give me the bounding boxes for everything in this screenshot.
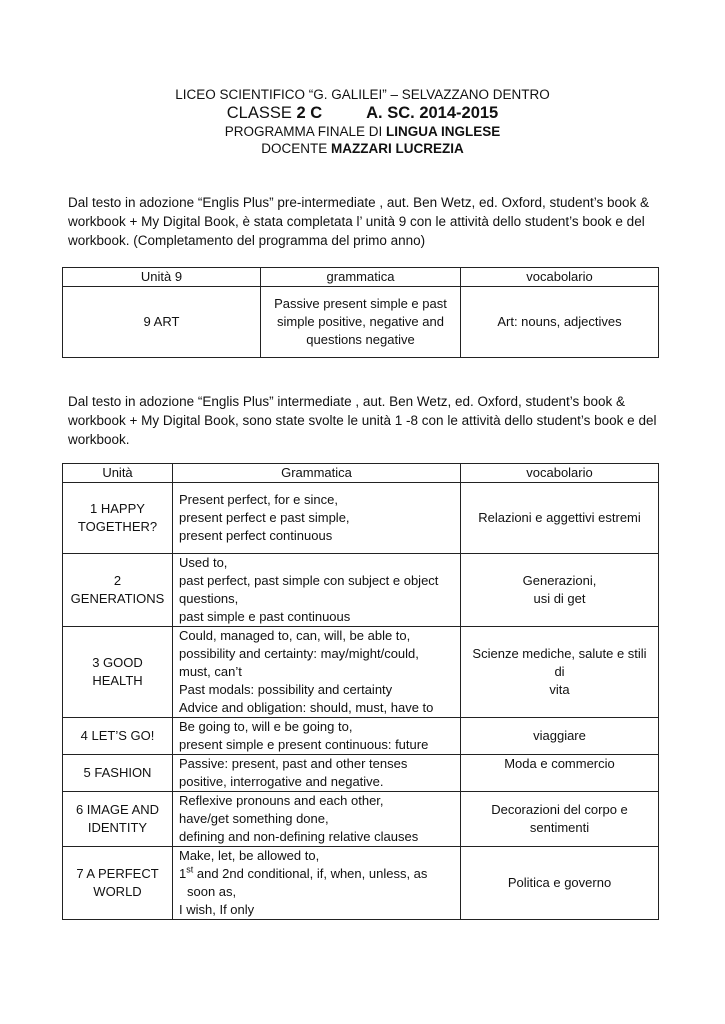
table-row	[63, 792, 659, 847]
unit-cell: 9 ART	[63, 287, 261, 358]
unit-cell: 1 HAPPY TOGETHER?	[63, 483, 173, 554]
column-header: Unità	[63, 464, 173, 483]
program-line	[0, 123, 725, 140]
vocab-cell: Decorazioni del corpo e sentimenti	[461, 792, 659, 847]
table-header-row	[63, 464, 659, 483]
unit-cell: 4 LET’S GO!	[63, 718, 173, 755]
class-line	[0, 103, 725, 123]
document-header	[0, 86, 725, 157]
class-label: CLASSE	[226, 104, 297, 122]
unit-cell: 2 GENERATIONS	[63, 554, 173, 627]
grammar-cell: Could, managed to, can, will, be able to, possibility and certainty: may/might/could, must, can’t Past modals: possibility and certainty Advice and obligation: should, must, have to	[173, 627, 461, 718]
table-row	[63, 718, 659, 755]
program-label: PROGRAMMA FINALE DI	[224, 124, 386, 139]
intro-paragraph-1: Dal testo in adozione “Englis Plus” pre-intermediate , aut. Ben Wetz, ed. Oxford, student’s book & workbook + My Digital Book, è stata completata l’ unità 9 con le attività dello student’s book e del workbook. (Completamento del programma del primo anno)	[68, 195, 650, 248]
table-row	[63, 554, 659, 627]
grammar-cell: Be going to, will e be going to, present simple e present continuous: future	[173, 718, 461, 755]
unit-cell: 5 FASHION	[63, 755, 173, 792]
vocab-cell: Politica e governo	[461, 847, 659, 920]
vocab-cell: Generazioni, usi di get	[461, 554, 659, 627]
column-header: grammatica	[261, 268, 461, 287]
column-header: vocabolario	[461, 464, 659, 483]
vocab-cell: viaggiare	[461, 718, 659, 755]
table-row	[63, 483, 659, 554]
table-row	[63, 627, 659, 718]
teacher-label: DOCENTE	[261, 141, 332, 156]
units-table	[62, 463, 659, 920]
column-header: vocabolario	[461, 268, 659, 287]
vocab-cell: Moda e commercio	[461, 755, 659, 792]
grammar-cell: Passive: present, past and other tenses positive, interrogative and negative.	[173, 755, 461, 792]
vocab-cell: Art: nouns, adjectives	[461, 287, 659, 358]
unit-cell: 3 GOOD HEALTH	[63, 627, 173, 718]
grammar-cell: Present perfect, for e since, present perfect e past simple, present perfect continuous	[173, 483, 461, 554]
class-value: 2 C	[296, 104, 323, 122]
column-header: Grammatica	[173, 464, 461, 483]
school-name: LICEO SCIENTIFICO “G. GALILEI” – SELVAZZANO DENTRO	[175, 87, 550, 102]
table-row	[63, 287, 659, 358]
vocab-cell: Scienze mediche, salute e stili di vita	[461, 627, 659, 718]
grammar-cell: Reflexive pronouns and each other, have/get something done, defining and non-defining relative clauses	[173, 792, 461, 847]
column-header: Unità 9	[63, 268, 261, 287]
grammar-cell: Passive present simple e past simple positive, negative and questions negative	[261, 287, 461, 358]
unit9-table	[62, 267, 659, 358]
unit-cell: 7 A PERFECT WORLD	[63, 847, 173, 920]
program-subject: LINGUA INGLESE	[386, 124, 501, 139]
vocab-cell: Relazioni e aggettivi estremi	[461, 483, 659, 554]
table-row	[63, 847, 659, 920]
unit-cell: 6 IMAGE AND IDENTITY	[63, 792, 173, 847]
teacher-line	[0, 140, 725, 157]
grammar-cell: Used to, past perfect, past simple con subject e object questions, past simple e past continuous	[173, 554, 461, 627]
teacher-name: MAZZARI LUCREZIA	[331, 141, 464, 156]
school-year: A. SC. 2014-2015	[366, 104, 499, 122]
intro-paragraph-2: Dal testo in adozione “Englis Plus” intermediate , aut. Ben Wetz, ed. Oxford, student’s book & workbook + My Digital Book, sono state svolte le unità 1 -8 con le attività dello student’s book e del workbook.	[68, 394, 657, 447]
grammar-cell: Make, let, be allowed to, 1st and 2nd conditional, if, when, unless, as soon as, I wish, If only	[173, 847, 461, 920]
table-row	[63, 755, 659, 792]
table-header-row	[63, 268, 659, 287]
